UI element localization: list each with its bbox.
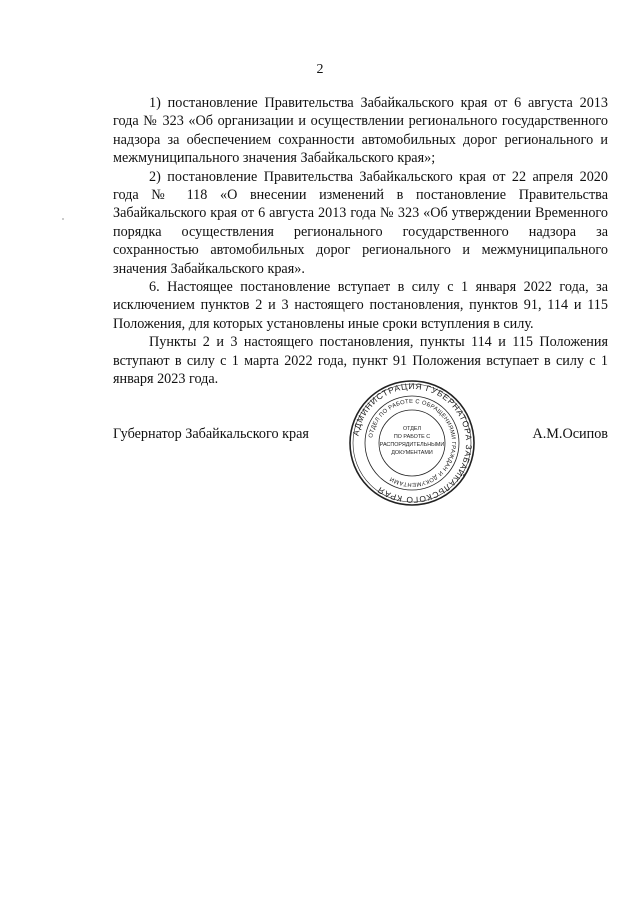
paragraph-item-2: 2) постановление Правительства Забайкальского края от 22 апреля 2020 года № 118 «О внесении изменений в постановление Правительства Забайкальского края от 6 августа 2013 года № 323 «Об утверждении Временного порядка осуществления регионального государственного надзора за сохранностью автомобильных дорог регионального и межмуниципального значения Забайкальского края». — [113, 168, 608, 277]
stamp-center-line-2: ПО РАБОТЕ С — [393, 434, 431, 440]
signatory-title: Губернатор Забайкальского края — [113, 426, 309, 442]
signatory-name: А.М.Осипов — [532, 426, 608, 442]
stamp-outer-text: АДМИНИСТРАЦИЯ ГУБЕРНАТОРА ЗАБАЙКАЛЬСКОГО КРАЯ — [350, 380, 475, 506]
paragraph-effective-dates: Пункты 2 и 3 настоящего постановления, пункты 114 и 115 Положения вступают в силу с 1 марта 2022 года, пункт 91 Положения вступает в силу с 1 января 2023 года. — [113, 334, 608, 388]
stamp-inner-text: ОТДЕЛ ПО РАБОТЕ С ОБРАЩЕНИЯМИ ГРАЖДАН И ДОКУМЕНТАМИ — [368, 398, 457, 488]
stamp-graphic — [347, 378, 477, 508]
scan-speck — [62, 218, 64, 220]
official-stamp — [347, 378, 477, 508]
document-body — [113, 94, 608, 389]
stamp-center-line-4: ДОКУМЕНТАМИ — [391, 450, 433, 456]
page-number: 2 — [316, 62, 324, 77]
stamp-center-line-3: РАСПОРЯДИТЕЛЬНЫМИ — [379, 442, 445, 448]
paragraph-item-6: 6. Настоящее постановление вступает в силу с 1 января 2022 года, за исключением пунктов 2 и 3 настоящего постановления, пунктов 91, 114 и 115 Положения, для которых установлены иные сроки вступления в силу. — [113, 279, 608, 332]
stamp-center-text — [380, 426, 445, 456]
stamp-center-line-1: ОТДЕЛ — [402, 426, 422, 432]
paragraph-item-1: 1) постановление Правительства Забайкальского края от 6 августа 2013 года № 323 «Об организации и осуществлении регионального государственного надзора за обеспечением сохранности автомобильных дорог регионального и межмуниципального значения Забайкальского края»; — [113, 95, 608, 167]
